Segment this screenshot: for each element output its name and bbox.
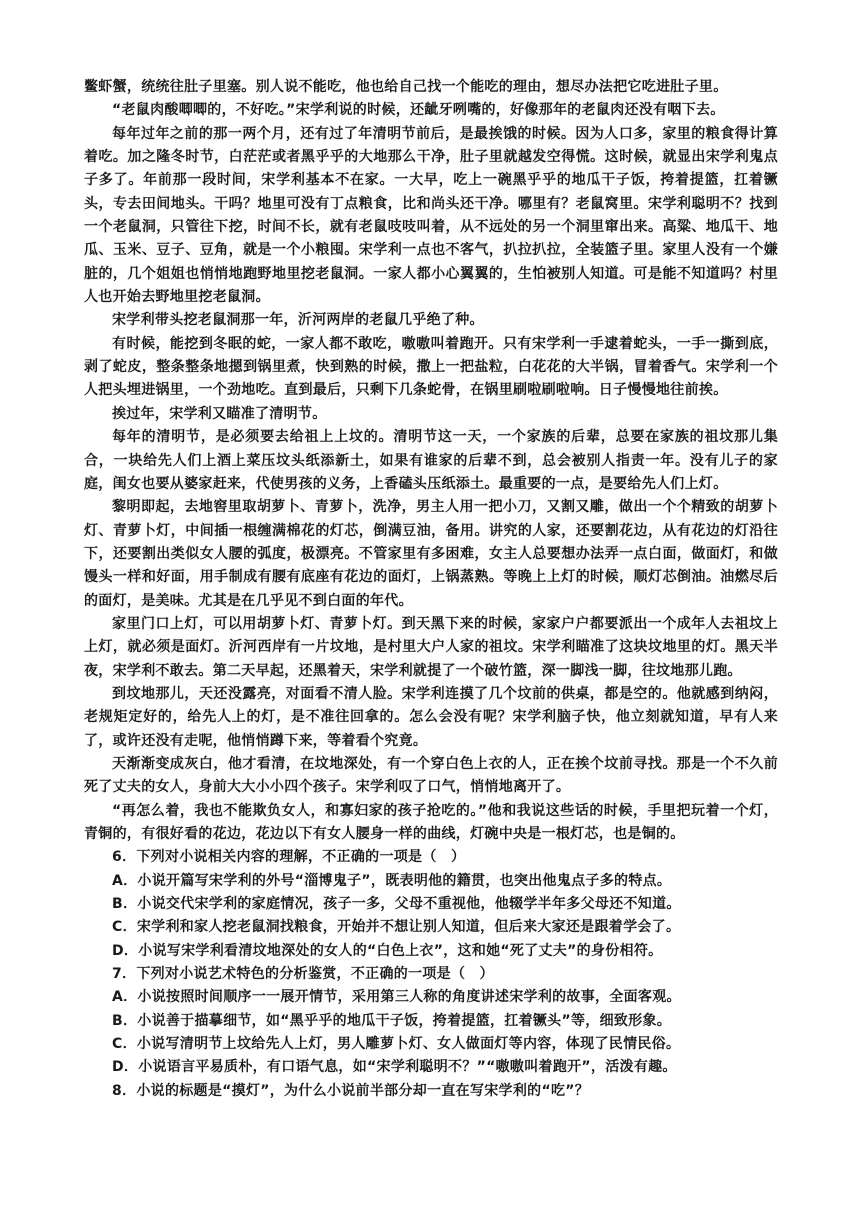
paragraph: 有时候，能挖到冬眠的蛇，一家人都不敢吃，嗷嗷叫着跑开。只有宋学利一手逮着蛇头，一手一撕到底，剥了蛇皮，整条整条地摁到锅里煮，快到熟的时候，撒上一把盐粒，白花花的大半锅，冒着香气。宋学利一个人把头埋进锅里，一个劲地吃。直到最后，只剩下几条蛇骨，在锅里刷啦刷啦响。日子慢慢地往前挨。: [84, 335, 778, 399]
question-6-option-a: A．小说开篇写宋学利的外号“淄博鬼子”，既表明他的籍贯，也突出他鬼点子多的特点。: [112, 872, 672, 889]
question-6-option-d: D．小说写宋学利看清坟地深处的女人的“白色上衣”，这和她“死了丈夫”的身份相符。: [112, 942, 663, 959]
question-6-option-c: C．宋学利和家人挖老鼠洞找粮食，开始并不想让别人知道，但后来大家还是跟着学会了。: [112, 919, 681, 936]
paragraph: 到坟地那儿，天还没露亮，对面看不清人脸。宋学利连摸了几个坟前的供桌，都是空的。他就感到纳闷，老规矩定好的，给先人上的灯，是不准往回拿的。怎么会没有呢？宋学利脑子快，他立刻就知道，早有人来了，或许还没有走呢，他悄悄蹲下来，等着看个究竟。: [84, 685, 778, 749]
question-7-option-b: B．小说善于描摹细节，如“黑乎乎的地瓜干子饭，挎着提篮，扛着镢头”等，细致形象。: [112, 1012, 672, 1029]
paragraph: 家里门口上灯，可以用胡萝卜灯、青萝卜灯。到天黑下来的时候，家家户户都要派出一个成年人去祖坟上上灯，就必须是面灯。沂河西岸有一片坟地，是村里大户人家的祖坟。宋学利瞄准了这块坟地里的灯。黑天半夜，宋学利不敢去。第二天早起，还黑着天，宋学利就提了一个破竹篮，深一脚浅一脚，往坟地那儿跑。: [84, 615, 778, 679]
paragraph: 宋学利带头挖老鼠洞那一年，沂河两岸的老鼠几乎绝了种。: [112, 312, 484, 329]
paragraph: 每年的清明节，是必须要去给祖上上坟的。清明节这一天，一个家族的后辈，总要在家族的祖坟那儿集合，一块给先人们上酒上菜压坟头纸添新土，如果有谁家的后辈不到，总会被别人指责一年。没有儿子的家庭，闺女也要从婆家赶来，代使男孩的义务，上香磕头压纸添土。最重要的一点，是要给先人们上灯。: [84, 429, 778, 492]
paragraph: 黎明即起，去地窖里取胡萝卜、青萝卜，洗净，男主人用一把小刀，又割又雕，做出一个个精致的胡萝卜灯、青萝卜灯，中间插一根缠满棉花的灯芯，倒满豆油，备用。讲究的人家，还要割花边，从有花边的灯沿往下，还要割出类似女人腰的弧度，极漂亮。不管家里有多困难，女主人总要想办法弄一点白面，做面灯，和做馒头一样和好面，用手制成有腰有底座有花边的面灯，上锅蒸熟。等晚上上灯的时候，顺灯芯倒油。油燃尽后的面灯，是美味。尤其是在几乎见不到白面的年代。: [84, 499, 778, 609]
question-7-option-d: D．小说语言平易质朴，有口语气息，如“宋学利聪明不？”“嗷嗷叫着跑开”，活泼有趣。: [112, 1059, 677, 1076]
question-8-stem: 8．小说的标题是“摸灯”，为什么小说前半部分却一直在写宋学利的“吃”？: [112, 1082, 590, 1099]
paragraph: 挨过年，宋学利又瞄准了清明节。: [112, 405, 327, 422]
question-7-option-c: C．小说写清明节上坟给先人上灯，男人雕萝卜灯、女人做面灯等内容，体现了民情民俗。: [112, 1036, 681, 1053]
paragraph: 天渐渐变成灰白，他才看清，在坟地深处，有一个穿白色上衣的人，正在挨个坟前寻找。那是一个不久前死了丈夫的女人，身前大大小小四个孩子。宋学利叹了口气，悄悄地离开了。: [84, 755, 778, 796]
paragraph: “再怎么着，我也不能欺负女人，和寡妇家的孩子抢吃的。”他和我说这些话的时候，手里把玩着一个灯，青铜的，有很好看的花边，花边以下有女人腰身一样的曲线，灯碗中央是一根灯芯，也是铜的。: [84, 802, 778, 842]
document-page: [84, 76, 778, 1103]
paragraph: “老鼠肉酸唧唧的，不好吃。”宋学利说的时候，还龇牙咧嘴的，好像那年的老鼠肉还没有咽下去。: [112, 102, 725, 119]
question-6-option-b: B．小说交代宋学利的家庭情况，孩子一多，父母不重视他，他辍学半年多父母还不知道。: [112, 896, 681, 913]
question-6-stem: 6．下列对小说相关内容的理解，不正确的一项是（ ）: [112, 849, 466, 866]
paragraph: 每年过年之前的那一两个月，还有过了年清明节前后，是最挨饿的时候。因为人口多，家里的粮食得计算着吃。加之隆冬时节，白茫茫或者黑乎乎的大地那么干净，肚子里就越发空得慌。这时候，就显出宋学利鬼点子多了。年前那一段时间，宋学利基本不在家。一大早，吃上一碗黑乎乎的地瓜干子饭，挎着提篮，扛着镢头，专去田间地头。干吗？地里可没有丁点粮食，比和尚头还干净。哪里有？老鼠窝里。宋学利聪明不？找到一个老鼠洞，只管往下挖，时间不长，就有老鼠吱吱叫着，从不远处的另一个洞里窜出来。高粱、地瓜干、地瓜、玉米、豆子、豆角，就是一个小粮囤。宋学利一点也不客气，扒拉扒拉，全装篮子里。家里人没有一个嫌脏的，几个姐姐也悄悄地跑野地里挖老鼠洞。一家人都小心翼翼的，生怕被别人知道。可是能不知道吗？村里人也开始去野地里挖老鼠洞。: [84, 125, 778, 306]
question-7-stem: 7．下列对小说艺术特色的分析鉴赏，不正确的一项是（ ）: [112, 966, 494, 983]
paragraph: 鳖虾蟹，统统往肚子里塞。别人说不能吃，他也给自己找一个能吃的理由，想尽办法把它吃进肚子里。: [84, 79, 728, 95]
question-7-option-a: A．小说按照时间顺序一一展开情节，采用第三人称的角度讲述宋学利的故事，全面客观。: [112, 989, 681, 1006]
